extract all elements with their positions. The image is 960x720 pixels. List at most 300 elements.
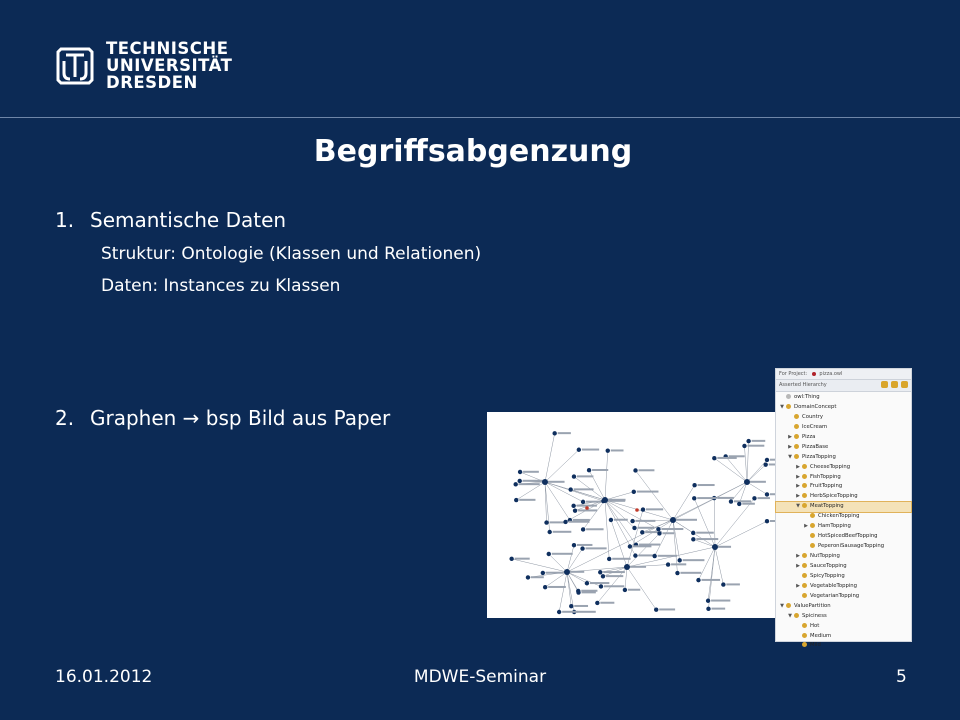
project-icon <box>812 372 816 376</box>
graph-node-label <box>683 559 705 561</box>
graph-node-icon <box>571 504 575 508</box>
tree-item[interactable] <box>776 482 911 492</box>
expand-arrow-icon[interactable]: ▶ <box>804 523 808 530</box>
graph-node-icon <box>569 604 573 608</box>
graph-node-icon <box>666 562 670 566</box>
expand-arrow-icon[interactable]: ▶ <box>796 493 800 500</box>
expand-arrow-icon[interactable]: ▶ <box>796 562 800 569</box>
graph-node-label <box>608 499 626 501</box>
graph-node-label <box>659 608 675 610</box>
graph-node-icon <box>721 582 725 586</box>
expand-arrow-icon[interactable]: ▼ <box>788 453 792 460</box>
class-tree <box>776 392 911 651</box>
graph-edge <box>605 451 608 500</box>
graph-highlight-node <box>635 508 639 512</box>
graph-node-label <box>519 499 535 501</box>
hierarchy-header <box>776 380 911 392</box>
graph-node-icon <box>543 585 547 589</box>
graph-node-icon <box>729 499 733 503</box>
graph-node-label <box>548 481 565 483</box>
sub-item-data: Daten: Instances zu Klassen <box>101 276 341 296</box>
graph-node-icon <box>623 588 627 592</box>
graph-node-label <box>680 572 701 574</box>
graph-node-label <box>734 500 751 502</box>
list-item-number: 2. <box>55 406 75 430</box>
graph-node-label <box>523 480 544 482</box>
graph-node-icon <box>552 431 556 435</box>
graph-node-label <box>586 547 607 549</box>
class-icon <box>802 483 807 488</box>
footer-date: 16.01.2012 <box>55 667 153 687</box>
graph-edge <box>673 520 680 560</box>
tree-item[interactable] <box>776 572 911 582</box>
tree-item[interactable] <box>776 473 911 483</box>
tree-item-label: SauceTopping <box>810 562 847 569</box>
graph-node-label <box>586 528 603 530</box>
graph-node-icon <box>557 610 561 614</box>
delete-class-icon[interactable] <box>901 381 908 388</box>
graph-edge <box>627 547 715 567</box>
graph-node-label <box>573 519 590 521</box>
graph-node-icon <box>564 569 570 575</box>
tree-item-label: MeatTopping <box>810 503 844 510</box>
slide-title: Begriffsabgenzung <box>313 134 633 169</box>
graph-edge <box>698 547 715 580</box>
tu-dresden-logo <box>52 40 232 91</box>
tree-item[interactable] <box>776 453 911 463</box>
graph-node-label <box>698 484 715 486</box>
graph-node-icon <box>765 492 769 496</box>
logo-line-1: TECHNISCHE <box>106 39 229 58</box>
tree-item-label: IceCream <box>802 423 828 430</box>
tree-item[interactable] <box>776 522 911 532</box>
tree-item[interactable] <box>776 443 911 453</box>
graph-node-icon <box>518 470 522 474</box>
tree-item-label: DomainConcept <box>794 403 837 410</box>
graph-node-label <box>562 611 578 613</box>
graph-node-label <box>658 555 678 557</box>
graph-node-label <box>603 571 625 573</box>
graph-node-icon <box>514 498 518 502</box>
graph-node-icon <box>598 570 602 574</box>
graph-edge <box>673 520 693 533</box>
graph-node-icon <box>744 479 750 485</box>
graph-node-icon <box>607 557 611 561</box>
graph-node-icon <box>632 526 636 530</box>
class-icon <box>802 573 807 578</box>
class-icon <box>802 563 807 568</box>
graph-node-label <box>638 527 655 529</box>
graph-edge <box>627 567 656 610</box>
graph-node-icon <box>640 530 644 534</box>
graph-node-icon <box>509 557 513 561</box>
graph-node-label <box>523 471 539 473</box>
graph-edge <box>636 470 673 520</box>
graph-node-icon <box>677 558 681 562</box>
tree-item-label: PizzaTopping <box>802 453 836 460</box>
graph-node-label <box>614 519 628 521</box>
list-item-2 <box>55 406 390 430</box>
graph-node-icon <box>654 607 658 611</box>
graph-node-icon <box>752 496 756 500</box>
tree-item[interactable] <box>776 433 911 443</box>
tree-item[interactable] <box>776 492 911 502</box>
class-icon <box>794 444 799 449</box>
class-icon <box>802 464 807 469</box>
graph-node-icon <box>548 530 552 534</box>
graph-node-icon <box>609 518 613 522</box>
graph-node-icon <box>628 544 632 548</box>
graph-node-label <box>717 457 736 459</box>
tree-item-label: FruitTopping <box>810 483 843 490</box>
graph-node-label <box>639 469 655 471</box>
page-number: 5 <box>896 667 907 687</box>
graph-node-label <box>639 544 660 546</box>
expand-arrow-icon[interactable]: ▶ <box>788 433 792 440</box>
header-divider <box>0 117 960 118</box>
graph-node-label <box>701 579 720 581</box>
tree-item-label: FishTopping <box>810 473 841 480</box>
graph-node-label <box>592 469 608 471</box>
graph-node-icon <box>691 537 695 541</box>
tree-item-label: CheeseTopping <box>810 463 851 470</box>
tree-item-label: HotSpicedBeefTopping <box>818 533 878 540</box>
graph-node-label <box>574 605 588 607</box>
graph-node-icon <box>737 502 741 506</box>
project-name: pizza.owl <box>819 371 843 377</box>
graph-node-label <box>519 483 540 485</box>
graph-node-label <box>697 497 716 499</box>
tree-item[interactable] <box>776 512 911 522</box>
graph-edge <box>559 572 567 612</box>
sub-item-structure: Struktur: Ontologie (Klassen und Relationen) <box>101 244 482 264</box>
graph-node-label <box>662 532 674 534</box>
graph-node-icon <box>670 517 676 523</box>
tree-item-label: owl:Thing <box>794 394 820 400</box>
tree-item-label: VegetableTopping <box>810 582 857 589</box>
graph-node-icon <box>544 520 548 524</box>
graph-node-label <box>612 558 630 560</box>
graph-node-label <box>577 475 593 477</box>
tree-item[interactable] <box>776 542 911 552</box>
graph-node-label <box>750 481 766 483</box>
graph-node-icon <box>691 531 695 535</box>
class-icon <box>794 414 799 419</box>
footer-title: MDWE-Seminar <box>413 667 547 687</box>
class-icon <box>802 642 807 647</box>
graph-node-icon <box>581 500 585 504</box>
graph-node-icon <box>675 571 679 575</box>
tree-item-label: HerbSpiceTopping <box>810 493 858 500</box>
graph-node-icon <box>632 490 636 494</box>
graph-image <box>487 412 781 618</box>
graph-edge <box>583 500 605 529</box>
graph-edge <box>567 572 571 606</box>
graph-node-label <box>747 445 764 447</box>
graph-edge <box>747 482 767 494</box>
graph-edge <box>512 559 567 572</box>
graph-edge <box>744 446 747 482</box>
graph-node-label <box>590 582 609 584</box>
graph-edge <box>693 539 715 547</box>
graph-node-icon <box>577 448 581 452</box>
graph-node-icon <box>541 571 545 575</box>
graph-node-icon <box>633 468 637 472</box>
graph-node-icon <box>624 564 630 570</box>
graph-node-icon <box>599 584 603 588</box>
class-icon <box>810 523 815 528</box>
graph-node-icon <box>563 520 567 524</box>
graph-node-label <box>552 553 573 555</box>
graph-node-label <box>600 602 614 604</box>
expand-arrow-icon[interactable]: ▼ <box>780 602 784 609</box>
expand-arrow-icon[interactable]: ▶ <box>796 463 800 470</box>
project-header <box>776 369 911 380</box>
graph-node-label <box>676 519 697 521</box>
tree-item-label: Spiciness <box>802 612 827 619</box>
graph-node-label <box>696 532 714 534</box>
graph-node-label <box>569 521 590 523</box>
graph-node-label <box>718 546 731 548</box>
graph-node-label <box>515 558 530 560</box>
tree-item[interactable] <box>776 562 911 572</box>
class-icon <box>802 623 807 628</box>
tree-item-label: NutTopping <box>810 553 840 559</box>
class-icon <box>802 474 807 479</box>
tree-item-label: VegetarianTopping <box>810 592 860 599</box>
graph-node-icon <box>765 519 769 523</box>
graph-node-icon <box>547 552 551 556</box>
list-item-label: Graphen → bsp Bild aus Paper <box>90 406 391 430</box>
tree-item[interactable] <box>776 423 911 433</box>
class-icon <box>802 583 807 588</box>
add-subclass-icon[interactable] <box>881 381 888 388</box>
tree-item[interactable] <box>776 602 911 612</box>
graph-node-icon <box>696 578 700 582</box>
logo-line-2: UNIVERSITÄT <box>106 56 233 75</box>
tree-item-label: HamTopping <box>818 523 851 530</box>
logo-line-3: DRESDEN <box>106 73 198 92</box>
tree-item-label: PeperoniSausageTopping <box>818 543 885 550</box>
graph-node-icon <box>706 607 710 611</box>
class-icon <box>802 503 807 508</box>
graph-node-label <box>570 571 584 573</box>
tu-dresden-logo-icon <box>52 43 98 89</box>
graph-node-label <box>661 528 683 530</box>
graph-node-label <box>577 611 596 613</box>
graph-edge <box>605 500 609 559</box>
class-icon <box>802 493 807 498</box>
tree-item-label: Medium <box>810 632 832 639</box>
graph-node-icon <box>706 599 710 603</box>
graph-node-icon <box>656 527 660 531</box>
graph-node-icon <box>602 497 608 503</box>
tree-item[interactable] <box>776 413 911 423</box>
graph-node-icon <box>630 519 634 523</box>
graph-node-icon <box>542 479 548 485</box>
graph-edge <box>545 482 603 501</box>
tree-item-label: Hot <box>810 622 820 629</box>
expand-arrow-icon[interactable]: ▶ <box>796 483 800 490</box>
graph-edge <box>625 567 627 590</box>
graph-node-icon <box>763 462 767 466</box>
graph-node-icon <box>595 601 599 605</box>
graph-node-label <box>726 583 740 585</box>
graph-node-icon <box>585 581 589 585</box>
hierarchy-toolbar <box>881 381 908 388</box>
tree-item-label: ValuePartition <box>794 602 831 609</box>
graph-edge <box>545 572 567 587</box>
class-icon <box>810 543 815 548</box>
graph-node-icon <box>641 507 645 511</box>
tree-item-label: Mild <box>810 642 821 649</box>
graph-edge <box>567 482 747 572</box>
class-icon <box>810 533 815 538</box>
expand-arrow-icon[interactable]: ▶ <box>788 443 792 450</box>
tree-item-label: Pizza <box>802 433 816 440</box>
graph-node-icon <box>572 474 576 478</box>
graph-highlight-node <box>585 506 589 510</box>
expand-arrow-icon[interactable]: ▶ <box>796 553 800 559</box>
graph-node-label <box>548 586 566 588</box>
graph-node-label <box>628 589 640 591</box>
graph-edge <box>673 485 695 520</box>
add-sibling-icon[interactable] <box>891 381 898 388</box>
graph-edge <box>589 470 605 500</box>
graph-edge <box>571 490 605 500</box>
tree-item[interactable] <box>776 582 911 592</box>
graph-node-label <box>752 440 766 442</box>
list-item-1 <box>55 208 286 232</box>
graph-node-label <box>581 590 597 592</box>
hierarchy-label: Asserted Hierarchy <box>779 382 827 388</box>
class-icon <box>794 424 799 429</box>
graph-node-label <box>757 497 770 499</box>
graph-edge <box>747 465 766 482</box>
project-label: For Project: <box>779 371 808 377</box>
class-icon <box>794 454 799 459</box>
graph-node-label <box>531 576 544 578</box>
class-icon <box>786 394 791 399</box>
graph-node-label <box>574 488 594 490</box>
expand-arrow-icon[interactable]: ▼ <box>780 403 784 410</box>
graph-node-label <box>546 572 564 574</box>
graph-edge <box>605 492 634 500</box>
graph-node-icon <box>601 574 605 578</box>
graph-node-icon <box>572 543 576 547</box>
graph-node-label <box>637 491 659 493</box>
graph-node-icon <box>746 439 750 443</box>
graph-node-icon <box>633 553 637 557</box>
graph-edge <box>715 521 767 547</box>
tree-item[interactable] <box>776 463 911 473</box>
graph-node-label <box>711 608 725 610</box>
graph-node-label <box>636 520 656 522</box>
list-item-label: Semantische Daten <box>90 208 287 232</box>
logo-text <box>106 40 232 91</box>
graph-node-icon <box>518 479 522 483</box>
graph-node-icon <box>652 554 656 558</box>
graph-edge <box>567 549 583 572</box>
graph-node-icon <box>657 531 661 535</box>
tree-item[interactable] <box>776 622 911 632</box>
graph-node-icon <box>765 458 769 462</box>
graph-node-icon <box>606 448 610 452</box>
graph-node-label <box>582 449 599 451</box>
graph-node-label <box>558 432 571 434</box>
graph-node-label <box>578 509 597 511</box>
graph-node-label <box>633 545 652 547</box>
graph-node-icon <box>568 487 572 491</box>
graph-node-label <box>696 538 718 540</box>
expand-arrow-icon[interactable]: ▼ <box>788 612 792 619</box>
graph-node-label <box>604 585 624 587</box>
graph-node-icon <box>587 468 591 472</box>
tree-item[interactable] <box>776 403 911 413</box>
tree-item[interactable] <box>776 532 911 542</box>
tree-item-label: ChickenTopping <box>818 513 860 520</box>
class-icon <box>802 553 807 558</box>
graph-node-label <box>577 544 592 546</box>
graph-node-icon <box>692 496 696 500</box>
class-icon <box>794 434 799 439</box>
tree-item-label: SpicyTopping <box>810 572 845 579</box>
graph-node-label <box>553 531 572 533</box>
graph-node-icon <box>513 482 517 486</box>
tree-item[interactable] <box>776 612 911 622</box>
graph-node-icon <box>576 589 580 593</box>
tree-item[interactable] <box>776 632 911 642</box>
class-icon <box>810 513 815 518</box>
graph-node-label <box>611 449 624 451</box>
graph-node-icon <box>692 483 696 487</box>
expand-arrow-icon[interactable]: ▶ <box>796 473 800 480</box>
graph-edge <box>715 498 754 547</box>
graph-node-icon <box>742 444 746 448</box>
class-icon <box>802 633 807 638</box>
expand-arrow-icon[interactable]: ▶ <box>796 582 800 589</box>
tree-item[interactable] <box>776 393 911 403</box>
graph-node-label <box>646 508 663 510</box>
graph-node-icon <box>581 527 585 531</box>
graph-node-label <box>711 600 730 602</box>
expand-arrow-icon[interactable]: ▼ <box>796 503 800 510</box>
graph-edge <box>545 482 570 520</box>
graph-node-label <box>717 497 734 499</box>
graph-visualization <box>487 412 781 618</box>
tree-item[interactable] <box>776 641 911 651</box>
graph-node-label <box>742 503 755 505</box>
class-icon <box>794 613 799 618</box>
graph-node-label <box>606 575 623 577</box>
class-icon <box>802 593 807 598</box>
graph-node-icon <box>580 546 584 550</box>
list-item-number: 1. <box>55 208 75 232</box>
tree-item[interactable] <box>776 592 911 602</box>
graph-edge <box>549 554 567 572</box>
graph-node-icon <box>712 456 716 460</box>
class-icon <box>786 603 791 608</box>
graph-node-icon <box>526 575 530 579</box>
graph-edge <box>567 572 601 586</box>
tree-item[interactable] <box>776 502 911 512</box>
graph-edge <box>714 458 747 482</box>
protege-class-hierarchy <box>775 368 912 649</box>
graph-node-icon <box>573 508 577 512</box>
graph-edge <box>747 441 749 482</box>
tree-item[interactable] <box>776 552 911 562</box>
graph-edge <box>545 433 555 482</box>
